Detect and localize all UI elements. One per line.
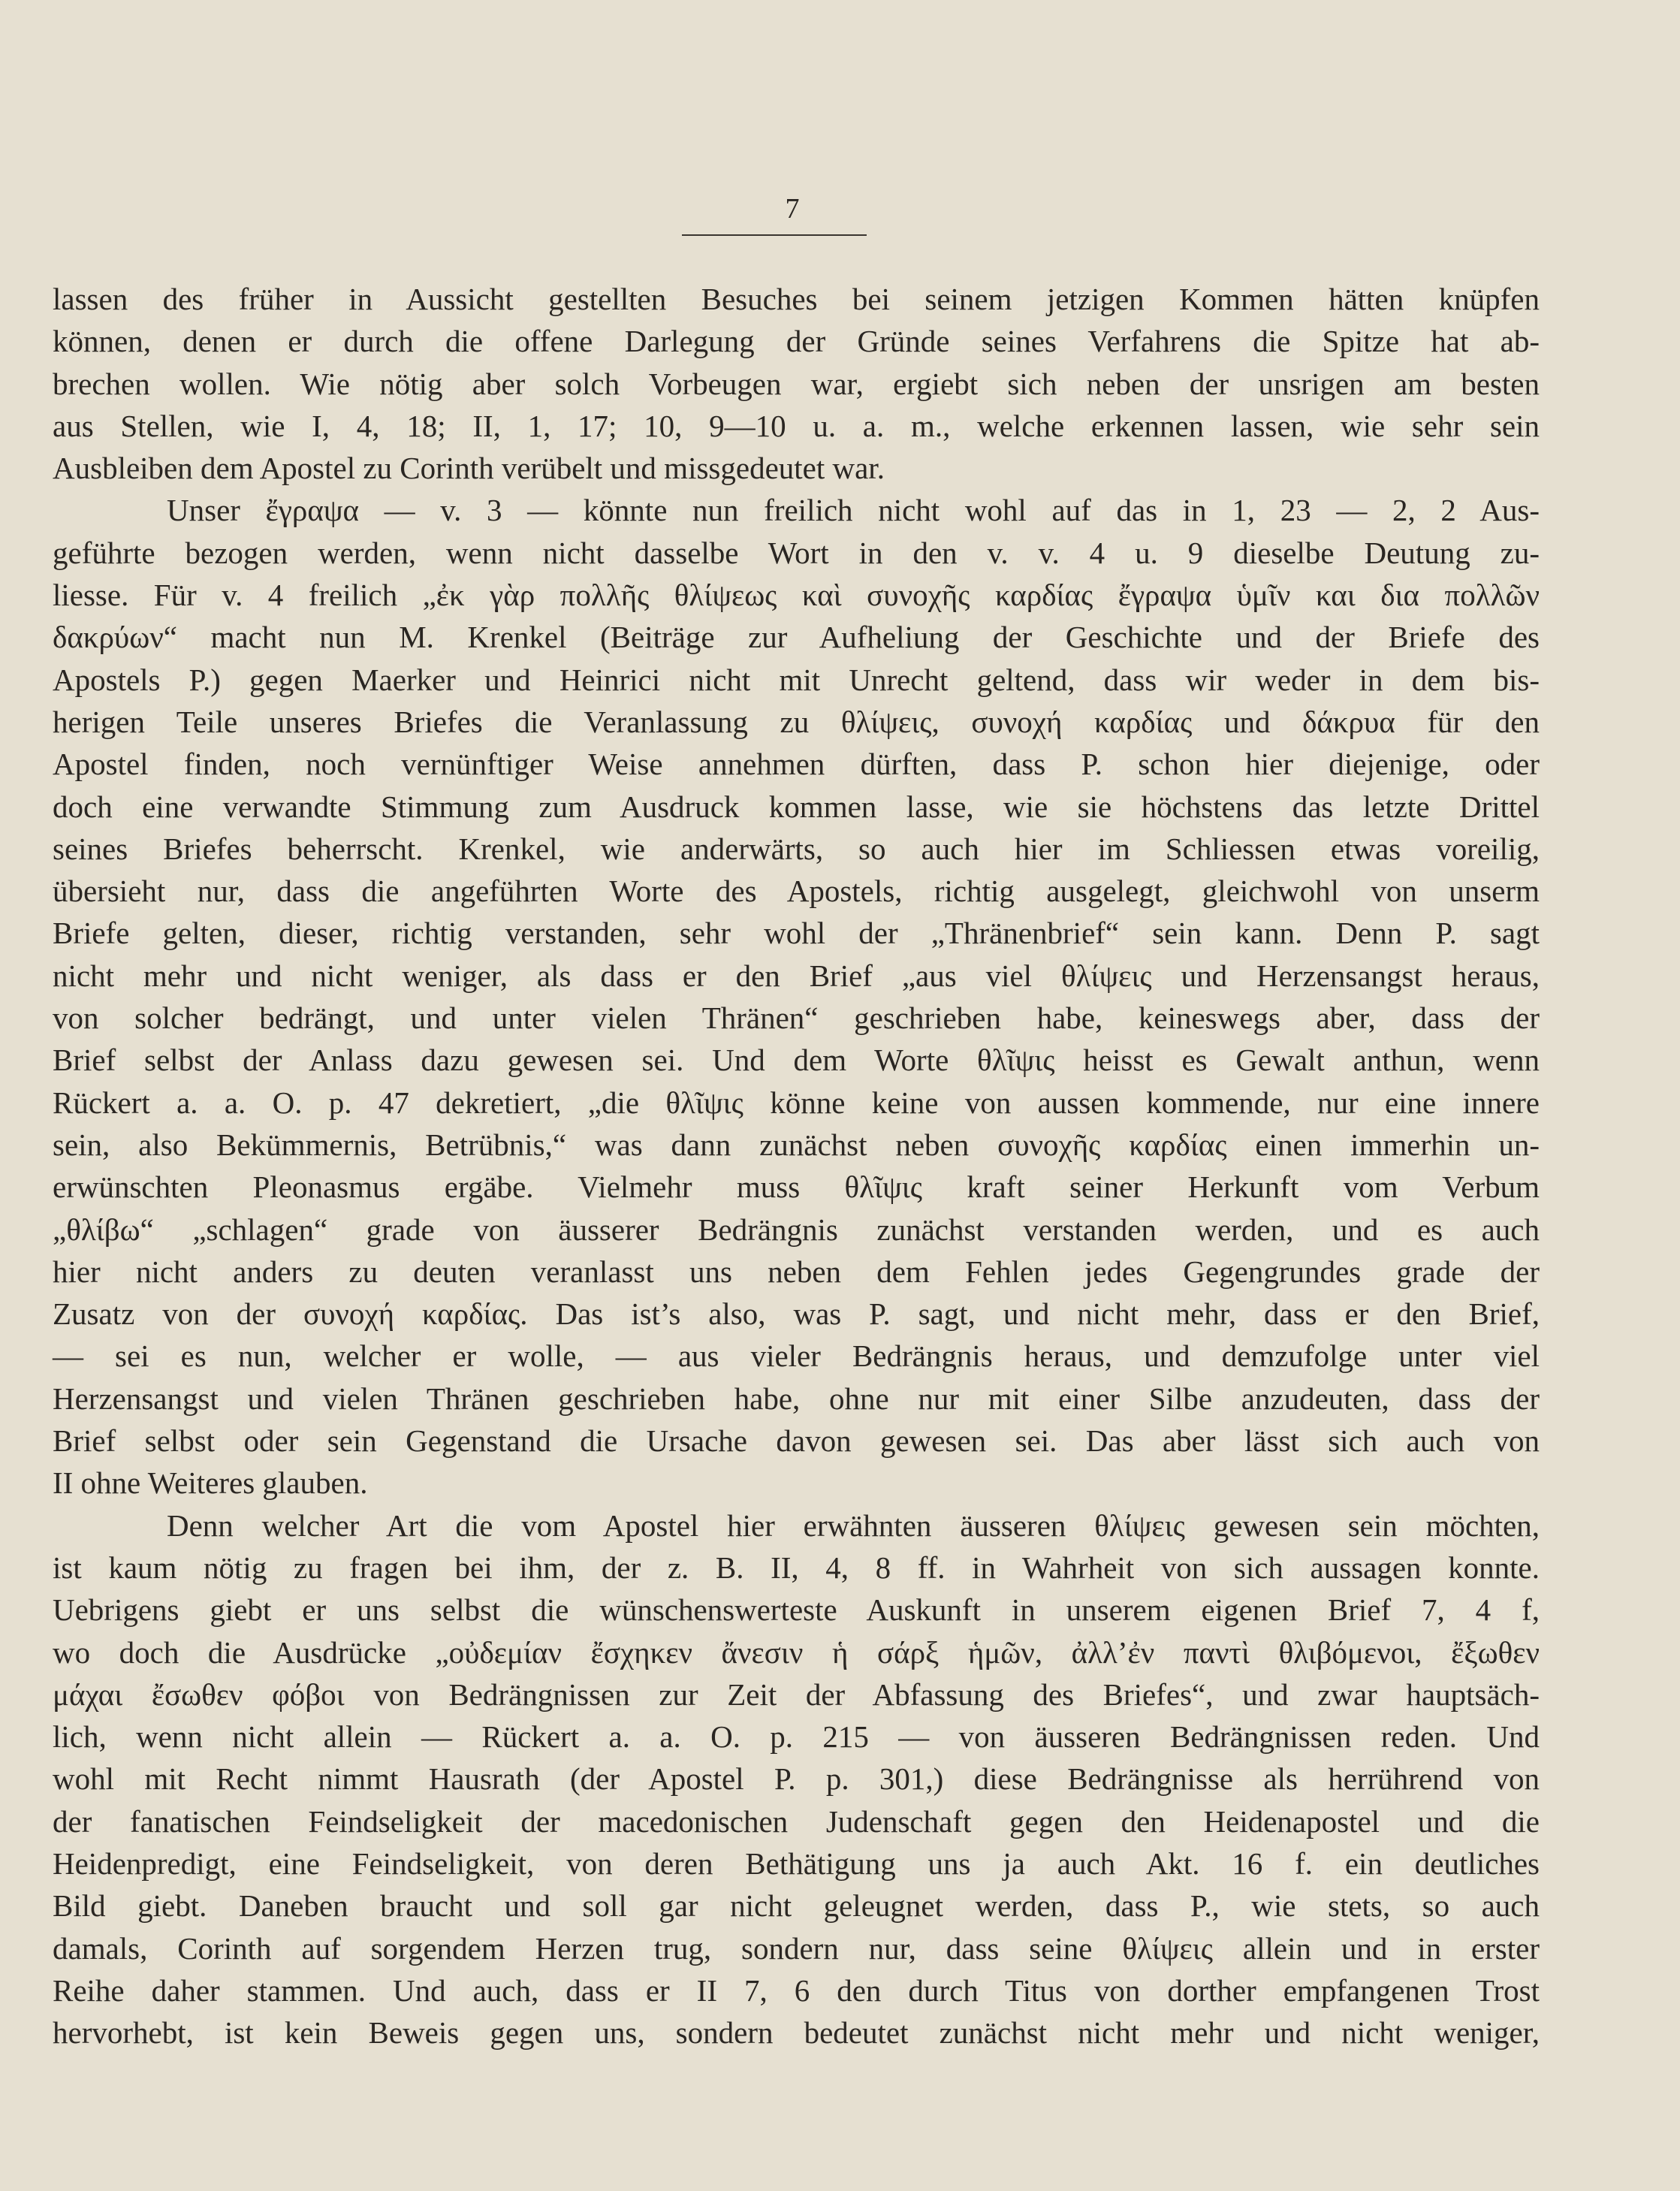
text-line: Briefe gelten, dieser, richtig verstanden, sehr wohl der „Thränenbrief“ sein kann. Denn P. sagt bbox=[53, 916, 1540, 951]
text-line: herigen Teile unseres Briefes die Veranlassung zu θλίψεις, συνοχή καρδίας und δάκρυα für den bbox=[53, 704, 1540, 739]
text-line: damals, Corinth auf sorgendem Herzen trug, sondern nur, dass seine θλίψεις allein und in erster bbox=[53, 1930, 1540, 1966]
text-line: μάχαι ἔσωθεν φόβοι von Bedrängnissen zur Zeit der Abfassung des Briefes“, und zwar hauptsäch- bbox=[53, 1676, 1540, 1712]
text-line: Heidenpredigt, eine Feindseligkeit, von deren Bethätigung uns ja auch Akt. 16 f. ein deutliches bbox=[53, 1845, 1540, 1881]
header-rule bbox=[682, 234, 867, 236]
body-text bbox=[53, 278, 1540, 2054]
text-line: Denn welcher Art die vom Apostel hier erwähnten äusseren θλίψεις gewesen sein möchten, bbox=[167, 1507, 1540, 1543]
text-line: — sei es nun, welcher er wolle, — aus vieler Bedrängnis heraus, und demzufolge unter viel bbox=[53, 1338, 1540, 1374]
text-line: von solcher bedrängt, und unter vielen Thränen“ geschrieben habe, keineswegs aber, dass der bbox=[53, 1000, 1540, 1036]
text-line: geführte bezogen werden, wenn nicht dasselbe Wort in den v. v. 4 u. 9 dieselbe Deutung zu- bbox=[53, 535, 1540, 570]
text-line: aus Stellen, wie I, 4, 18; II, 1, 17; 10, 9—10 u. a. m., welche erkennen lassen, wie sehr sein bbox=[53, 408, 1540, 443]
text-line: ist kaum nötig zu fragen bei ihm, der z. B. II, 4, 8 ff. in Wahrheit von sich aussagen konnte. bbox=[53, 1550, 1540, 1585]
text-line: doch eine verwandte Stimmung zum Ausdruck kommen lasse, wie sie höchstens das letzte Drittel bbox=[53, 789, 1540, 824]
text-line: Uebrigens giebt er uns selbst die wünschenswerteste Auskunft in unserem eigenen Brief 7, 4 f, bbox=[53, 1592, 1540, 1628]
text-line: hervorhebt, ist kein Beweis gegen uns, sondern bedeutet zunächst nicht mehr und nicht weniger, bbox=[53, 2015, 1540, 2051]
text-line: II ohne Weiteres glauben. bbox=[53, 1465, 368, 1501]
text-line: „θλίβω“ „schlagen“ grade von äusserer Bedrängnis zunächst verstanden werden, und es auch bbox=[53, 1212, 1540, 1247]
text-line: seines Briefes beherrscht. Krenkel, wie anderwärts, so auch hier im Schliessen etwas voreilig, bbox=[53, 831, 1540, 866]
text-line: lassen des früher in Aussicht gestellten Besuches bei seinem jetzigen Kommen hätten knüpfen bbox=[53, 282, 1540, 316]
text-line: sein, also Bekümmernis, Betrübnis,“ was dann zunächst neben συνοχῆς καρδίας einen immerhin un- bbox=[53, 1127, 1540, 1162]
text-line: erwünschten Pleonasmus ergäbe. Vielmehr muss θλῖψις kraft seiner Herkunft vom Verbum bbox=[53, 1169, 1540, 1205]
text-line: Brief selbst oder sein Gegenstand die Ursache davon gewesen sei. Das aber lässt sich auch von bbox=[53, 1423, 1540, 1459]
text-line: liesse. Für v. 4 freilich „ἐκ γὰρ πολλῆς θλίψεως καὶ συνοχῆς καρδίας ἔγραψα ὑμῖν και δια πολλῶν bbox=[53, 578, 1540, 613]
text-line: Bild giebt. Daneben braucht und soll gar nicht geleugnet werden, dass P., wie stets, so auch bbox=[53, 1888, 1540, 1924]
text-line: können, denen er durch die offene Darlegung der Gründe seines Verfahrens die Spitze hat ab- bbox=[53, 324, 1540, 359]
text-line: Brief selbst der Anlass dazu gewesen sei. Und dem Worte θλῖψις heisst es Gewalt anthun, wenn bbox=[53, 1043, 1540, 1078]
text-line: hier nicht anders zu deuten veranlasst uns neben dem Fehlen jedes Gegengrundes grade der bbox=[53, 1254, 1540, 1289]
text-line: wo doch die Ausdrücke „οὐδεμίαν ἔσχηκεν ἄνεσιν ἡ σάρξ ἡμῶν, ἀλλ’ἐν παντὶ θλιβόμενοι, ἔξωθεν bbox=[53, 1634, 1540, 1670]
text-line: Zusatz von der συνοχή καρδίας. Das ist’s also, was P. sagt, und nicht mehr, dass er den Brief, bbox=[53, 1296, 1540, 1332]
text-line: Herzensangst und vielen Thränen geschrieben habe, ohne nur mit einer Silbe anzudeuten, dass der bbox=[53, 1381, 1540, 1416]
text-line: wohl mit Recht nimmt Hausrath (der Apostel P. p. 301,) diese Bedrängnisse als herrührend von bbox=[53, 1761, 1540, 1797]
text-line: brechen wollen. Wie nötig aber solch Vorbeugen war, ergiebt sich neben der unsrigen am besten bbox=[53, 366, 1540, 401]
text-line: Rückert a. a. O. p. 47 dekretiert, „die θλῖψις könne keine von aussen kommende, nur eine innere bbox=[53, 1085, 1540, 1120]
text-line: Apostel finden, noch vernünftiger Weise annehmen dürften, dass P. schon hier diejenige, oder bbox=[53, 747, 1540, 782]
text-line: nicht mehr und nicht weniger, als dass er den Brief „aus viel θλίψεις und Herzensangst heraus, bbox=[53, 958, 1540, 993]
text-line: Ausbleiben dem Apostel zu Corinth verübelt und missgedeutet war. bbox=[53, 451, 885, 486]
text-line: Unser ἔγραψα — v. 3 — könnte nun freilich nicht wohl auf das in 1, 23 — 2, 2 Aus- bbox=[167, 493, 1540, 528]
text-line: lich, wenn nicht allein — Rückert a. a. O. p. 215 — von äusseren Bedrängnissen reden. Und bbox=[53, 1719, 1540, 1755]
text-line: der fanatischen Feindseligkeit der macedonischen Judenschaft gegen den Heidenapostel und die bbox=[53, 1803, 1540, 1839]
page-number: 7 bbox=[785, 193, 800, 225]
text-line: Apostels P.) gegen Maerker und Heinrici nicht mit Unrecht geltend, dass wir weder in dem bis- bbox=[53, 662, 1540, 697]
text-line: δακρύων“ macht nun M. Krenkel (Beiträge zur Aufheliung der Geschichte und der Briefe des bbox=[53, 620, 1540, 655]
text-line: Reihe daher stammen. Und auch, dass er II 7, 6 den durch Titus von dorther empfangenen Trost bbox=[53, 1972, 1540, 2008]
text-line: übersieht nur, dass die angeführten Worte des Apostels, richtig ausgelegt, gleichwohl von unserm bbox=[53, 874, 1540, 909]
